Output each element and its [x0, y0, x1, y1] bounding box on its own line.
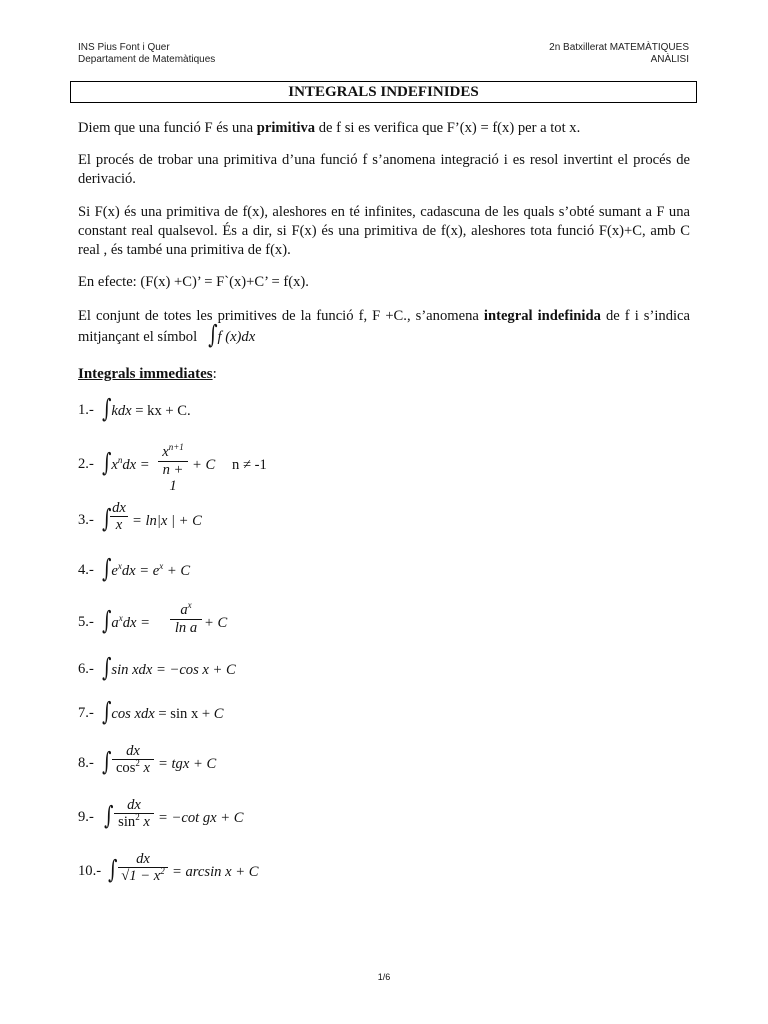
formula-exponent: n	[117, 455, 123, 465]
header-left	[78, 42, 215, 66]
fraction-numerator: a	[180, 602, 188, 618]
formula-result: = tgx + C	[158, 756, 217, 772]
topic-name: ANÀLISI	[650, 54, 689, 65]
fraction-exponent: 2	[135, 758, 140, 768]
fraction-denominator: ln a	[174, 620, 198, 636]
page-number: 1/6	[377, 972, 391, 982]
formula-1	[78, 394, 478, 446]
formula-10	[78, 851, 478, 907]
fraction-exponent: n+1	[168, 442, 184, 452]
formula-constant: C	[213, 706, 224, 722]
integral-sign-icon: ∫	[102, 394, 112, 425]
formula-number: 2.-	[78, 456, 94, 472]
formula-base: x	[111, 457, 118, 473]
fraction-numerator: dx	[112, 500, 126, 516]
page-title: INTEGRALS INDEFINIDES	[70, 81, 697, 103]
integral-sign-icon: ∫	[102, 448, 112, 479]
department-name: Departament de Matemàtiques	[78, 54, 216, 65]
p5-bold: integral indefinida	[483, 308, 601, 324]
formula-fraction	[170, 602, 202, 636]
formula-result: dx = e	[121, 563, 160, 579]
formula-base: e	[111, 563, 118, 579]
formula-base: a	[111, 615, 119, 631]
header-right	[549, 42, 689, 66]
p1-bold: primitiva	[256, 120, 316, 136]
formula-number: 4.-	[78, 562, 94, 578]
formula-number: 5.-	[78, 614, 94, 630]
integral-sign-icon: ∫	[102, 606, 112, 637]
formula-6	[78, 653, 478, 705]
formula-fraction	[118, 851, 168, 885]
formula-result: = −cot gx + C	[158, 810, 244, 826]
paragraph-proof: En efecte: (F(x) +C)’ = F`(x)+C’ = f(x).	[78, 274, 309, 290]
formula-5	[78, 600, 478, 658]
formula-condition: n ≠ -1	[232, 457, 267, 473]
formula-constant: + C	[204, 615, 228, 631]
fraction-denominator: x	[115, 517, 123, 533]
formula-number: 8.-	[78, 755, 94, 771]
formula-result: = arcsin x + C	[172, 864, 259, 880]
formula-result: = sin x +	[154, 706, 214, 722]
formula-dx: dx =	[122, 615, 150, 631]
formula-constant: + C	[163, 563, 191, 579]
formula-dx: dx =	[122, 457, 150, 473]
integral-sign-icon: ∫	[102, 504, 112, 535]
fraction-denominator: sin	[118, 814, 136, 830]
paragraph-infinite-primitives: Si F(x) és una primitiva de f(x), aleshores en té infinites, cadascuna de les quals s’obté sumant a F una constant real qualsevol. És a dir, si F(x) és una primitiva de f(x), aleshores tota funció F(x)+C, amb C real , és també una primitiva de f(x).	[78, 204, 690, 258]
formula-4	[78, 554, 478, 606]
integral-sign-icon: ∫	[104, 801, 114, 832]
fraction-denominator: n + 1	[162, 462, 184, 494]
formula-number: 9.-	[78, 809, 94, 825]
p5-text-a: El conjunt de totes les primitives de la funció f, F +C., s’anomena	[78, 308, 484, 324]
formula-exponent: x	[118, 613, 123, 623]
formula-8	[78, 743, 478, 799]
fraction-numerator: dx	[136, 851, 150, 867]
integral-sign-icon: ∫	[102, 747, 112, 778]
paragraph-definition	[78, 119, 690, 138]
integral-sign-icon: ∫	[102, 554, 112, 585]
fraction-numerator: x	[162, 444, 169, 460]
formula-fraction	[114, 797, 154, 831]
integral-sign-icon: ∫	[108, 855, 118, 886]
formula-exponent: x	[117, 561, 122, 571]
p5-text-c: de f i s’indica mitjançant el símbol	[78, 308, 691, 345]
fraction-exponent: x	[187, 600, 192, 610]
formula-integrand: kdx	[111, 403, 132, 419]
course-name: 2n Batxillerat MATEMÀTIQUES	[549, 42, 689, 53]
fraction-numerator: dx	[126, 743, 140, 759]
formula-number: 10.-	[78, 863, 102, 879]
formula-number: 7.-	[78, 705, 94, 721]
integral-sign-icon: ∫	[102, 653, 112, 684]
formula-fraction	[158, 444, 188, 494]
formula-fraction	[112, 743, 154, 777]
fraction-exponent: 2	[160, 866, 165, 876]
integral-sign-icon: ∫	[102, 697, 112, 728]
p5-symbol: f (x)dx	[217, 329, 256, 345]
fraction-variable: x	[139, 814, 150, 830]
formula-number: 6.-	[78, 661, 94, 677]
formula-9	[78, 797, 478, 853]
formula-fraction	[110, 500, 128, 533]
formula-number: 3.-	[78, 512, 94, 528]
fraction-exponent: 2	[135, 812, 140, 822]
formula-number: 1.-	[78, 402, 94, 418]
paragraph-integration: El procés de trobar una primitiva d’una funció f s’anomena integració i es resol invertint el procés de derivació.	[78, 152, 690, 187]
formula-constant: + C	[192, 457, 216, 473]
fraction-variable: x	[139, 760, 151, 776]
formula-2	[78, 442, 478, 500]
fraction-denominator: √1 − x	[121, 868, 161, 884]
fraction-numerator: dx	[127, 797, 141, 813]
section-heading	[78, 366, 217, 383]
formula-integrand: cos xdx	[111, 706, 155, 722]
p1-text-a: Diem que una funció F és una	[78, 120, 257, 136]
fraction-denominator: cos	[115, 760, 136, 776]
p1-text-c: de f si es verifica que F’(x) = f(x) per a tot x.	[315, 120, 581, 136]
section-colon: :	[212, 366, 217, 382]
integral-sign-icon: ∫	[208, 320, 218, 351]
formula-expression: sin xdx = −cos x + C	[111, 662, 236, 678]
paragraph-indefinite-integral	[78, 307, 691, 351]
formula-result: = ln|x | + C	[132, 513, 202, 529]
formula-result: = kx + C.	[131, 403, 191, 419]
school-name: INS Pius Font i Quer	[78, 42, 170, 53]
formula-result-exponent: x	[159, 561, 164, 571]
formula-3	[78, 500, 478, 556]
section-title: Integrals immediates	[78, 366, 213, 382]
